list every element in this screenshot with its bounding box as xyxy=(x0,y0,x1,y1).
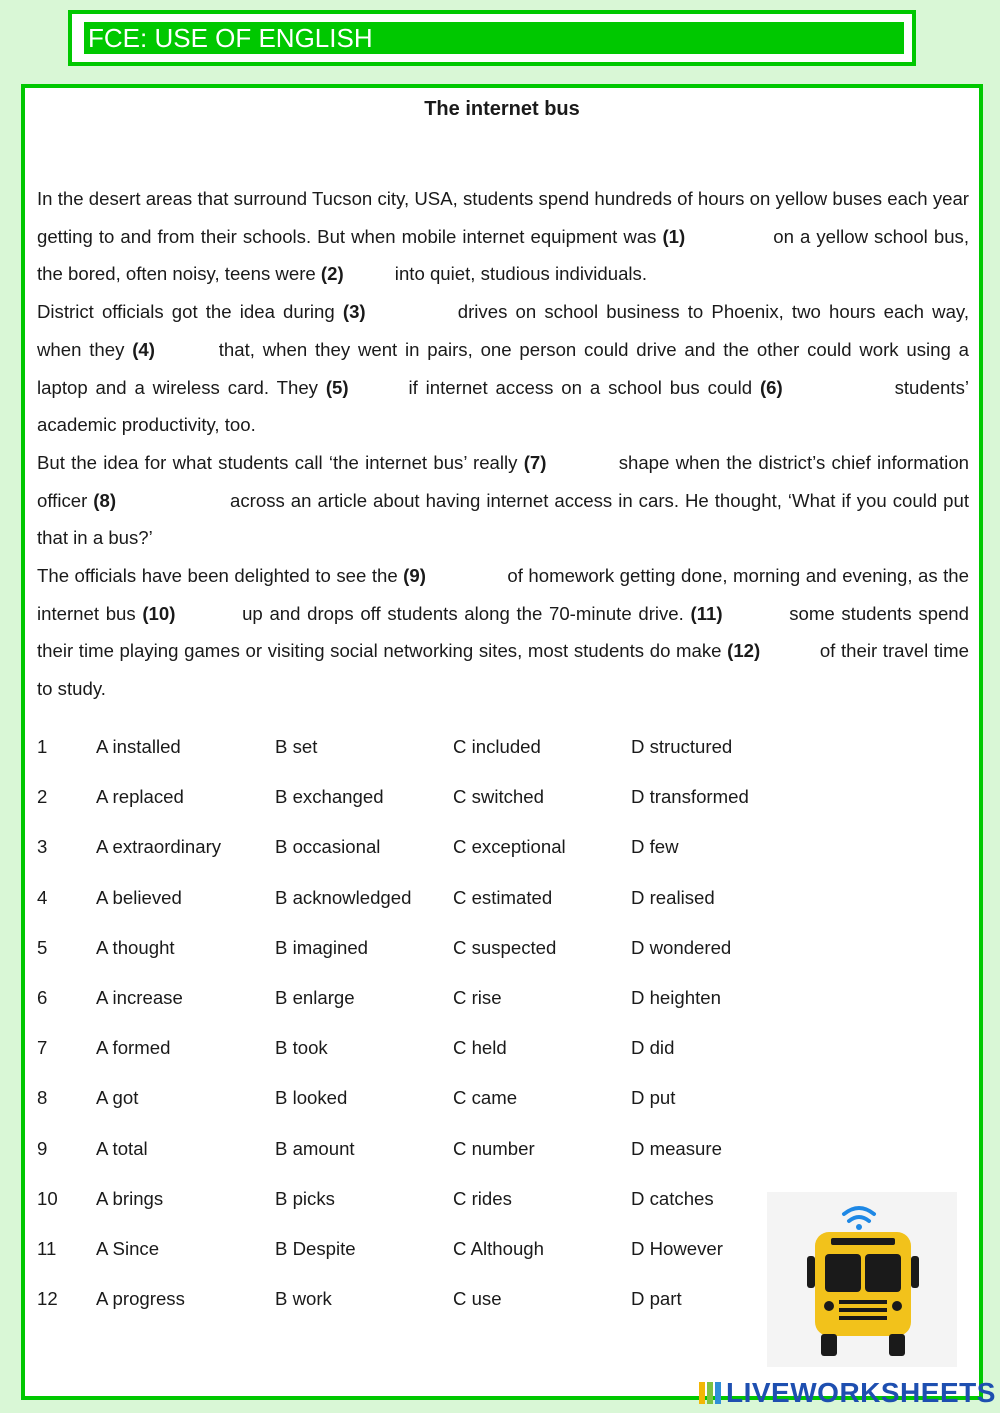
option-a: A replaced xyxy=(96,786,184,808)
option-b: B imagined xyxy=(275,936,369,958)
option-c: C rides xyxy=(453,1187,512,1209)
option-a: A got xyxy=(96,1087,139,1109)
watermark xyxy=(698,1376,996,1410)
option-b: B Despite xyxy=(275,1237,356,1259)
choice-row xyxy=(37,1087,797,1137)
option-c: C exceptional xyxy=(453,836,566,858)
option-d: D However xyxy=(631,1237,723,1259)
option-a: A brings xyxy=(96,1187,164,1209)
passage-paragraph xyxy=(37,557,969,708)
choice-row xyxy=(37,1238,797,1288)
option-a: A Since xyxy=(96,1237,160,1259)
question-number: 7 xyxy=(37,1037,48,1059)
passage-text: In the desert areas that surround Tucson city, USA, students spend hundreds of hours on yellow buses each year getting to and from their schools. But when mobile internet equipment was xyxy=(37,188,969,247)
choice-row xyxy=(37,1138,797,1188)
option-c: C included xyxy=(453,736,541,757)
option-c: C suspected xyxy=(453,936,557,958)
choice-row xyxy=(37,937,797,987)
passage-text: on a yellow school bus, the bored, often noisy, teens were xyxy=(37,225,969,285)
passage-text: of their travel time to study. xyxy=(37,640,969,700)
option-d: D transformed xyxy=(631,786,749,808)
question-number: 8 xyxy=(37,1087,48,1109)
option-d: D put xyxy=(631,1087,676,1109)
option-b: B picks xyxy=(275,1187,335,1209)
passage-text: students’ academic productivity, too. xyxy=(37,376,969,436)
question-number: 11 xyxy=(37,1237,57,1259)
option-b: B exchanged xyxy=(275,786,384,808)
gap-number: (10) xyxy=(142,602,176,624)
option-b: B amount xyxy=(275,1137,355,1159)
option-d: D realised xyxy=(631,886,715,908)
option-d: D structured xyxy=(631,736,733,757)
option-a: A extraordinary xyxy=(96,836,222,858)
passage-text: of homework getting done, morning and evening, as the internet bus xyxy=(37,565,969,624)
passage-text: drives on school business to Phoenix, two hours each way, when they xyxy=(37,301,969,360)
gap-number: (12) xyxy=(727,640,761,662)
question-number: 4 xyxy=(37,886,48,908)
option-c: C Although xyxy=(453,1237,544,1259)
choice-row xyxy=(37,836,797,886)
gap-number: (5) xyxy=(325,376,349,398)
question-number: 1 xyxy=(37,736,48,757)
choice-row xyxy=(37,1188,797,1238)
option-b: B looked xyxy=(275,1087,348,1109)
passage-text: into quiet, studious individuals. xyxy=(389,263,648,285)
passage-paragraph xyxy=(37,444,969,557)
question-number: 3 xyxy=(37,836,48,858)
option-a: A increase xyxy=(96,986,183,1008)
header-frame xyxy=(68,10,916,66)
passage-paragraph xyxy=(37,180,969,293)
gap-number: (2) xyxy=(320,263,344,285)
page-title: FCE: USE OF ENGLISH xyxy=(84,22,904,54)
option-d: D wondered xyxy=(631,936,732,958)
reading-passage xyxy=(37,180,969,708)
option-c: C switched xyxy=(453,786,544,808)
gap-number: (8) xyxy=(93,489,117,511)
option-d: D measure xyxy=(631,1137,722,1159)
option-a: A total xyxy=(96,1137,148,1159)
option-c: C number xyxy=(453,1137,535,1159)
option-a: A installed xyxy=(96,736,181,757)
option-c: C rise xyxy=(453,986,502,1008)
question-number: 5 xyxy=(37,936,48,958)
option-b: B acknowledged xyxy=(275,886,412,908)
option-a: A formed xyxy=(96,1037,171,1059)
gap-number: (6) xyxy=(759,376,783,398)
option-c: C came xyxy=(453,1087,518,1109)
choices-list xyxy=(37,736,797,1338)
school-bus-wifi-icon xyxy=(767,1192,957,1367)
liveworksheets-logo-icon xyxy=(698,1381,722,1405)
option-b: B set xyxy=(275,736,318,757)
option-b: B work xyxy=(275,1288,332,1310)
gap-number: (7) xyxy=(523,451,547,473)
question-number: 9 xyxy=(37,1137,48,1159)
passage-text: District officials got the idea during xyxy=(37,301,343,323)
question-number: 12 xyxy=(37,1288,58,1310)
option-b: B took xyxy=(275,1037,328,1059)
gap-number: (1) xyxy=(662,225,686,247)
choice-row xyxy=(37,987,797,1037)
passage-text: some students spend their time playing games or visiting social networking sites, most students do make xyxy=(37,602,969,662)
gap-number: (11) xyxy=(690,602,723,624)
option-a: A believed xyxy=(96,886,182,908)
option-c: C use xyxy=(453,1288,502,1310)
choice-row xyxy=(37,1288,797,1338)
option-b: B occasional xyxy=(275,836,381,858)
option-d: D few xyxy=(631,836,679,858)
choice-row xyxy=(37,786,797,836)
passage-text: But the idea for what students call ‘the internet bus’ really xyxy=(37,451,524,473)
passage-text: that, when they went in pairs, one person could drive and the other could work using a laptop and a wireless card. They xyxy=(37,338,969,398)
option-d: D part xyxy=(631,1288,682,1310)
worksheet-title: The internet bus xyxy=(424,98,580,120)
watermark-text: LIVEWORKSHEETS xyxy=(726,1377,996,1408)
passage-paragraph xyxy=(37,293,969,444)
passage-text: The officials have been delighted to see the xyxy=(37,565,404,587)
option-a: A thought xyxy=(96,936,175,958)
gap-number: (4) xyxy=(132,338,155,360)
gap-number: (9) xyxy=(403,565,426,587)
passage-text: shape when the district’s chief information officer xyxy=(37,451,969,511)
choice-row xyxy=(37,736,797,786)
choice-row xyxy=(37,887,797,937)
passage-text: if internet access on a school bus could xyxy=(400,376,760,398)
option-c: C held xyxy=(453,1037,507,1059)
question-number: 6 xyxy=(37,986,48,1008)
option-d: D catches xyxy=(631,1187,714,1209)
option-a: A progress xyxy=(96,1288,185,1310)
option-d: D did xyxy=(631,1037,675,1059)
worksheet-panel xyxy=(21,84,983,1400)
option-b: B enlarge xyxy=(275,986,355,1008)
option-c: C estimated xyxy=(453,886,553,908)
question-number: 2 xyxy=(37,786,48,808)
choice-row xyxy=(37,1037,797,1087)
gap-number: (3) xyxy=(342,301,366,323)
passage-text: across an article about having internet access in cars. He thought, ‘What if you could put that in a bus?’ xyxy=(37,489,969,549)
question-number: 10 xyxy=(37,1187,58,1209)
passage-text: up and drops off students along the 70-minute drive. xyxy=(235,602,691,624)
option-d: D heighten xyxy=(631,986,721,1008)
